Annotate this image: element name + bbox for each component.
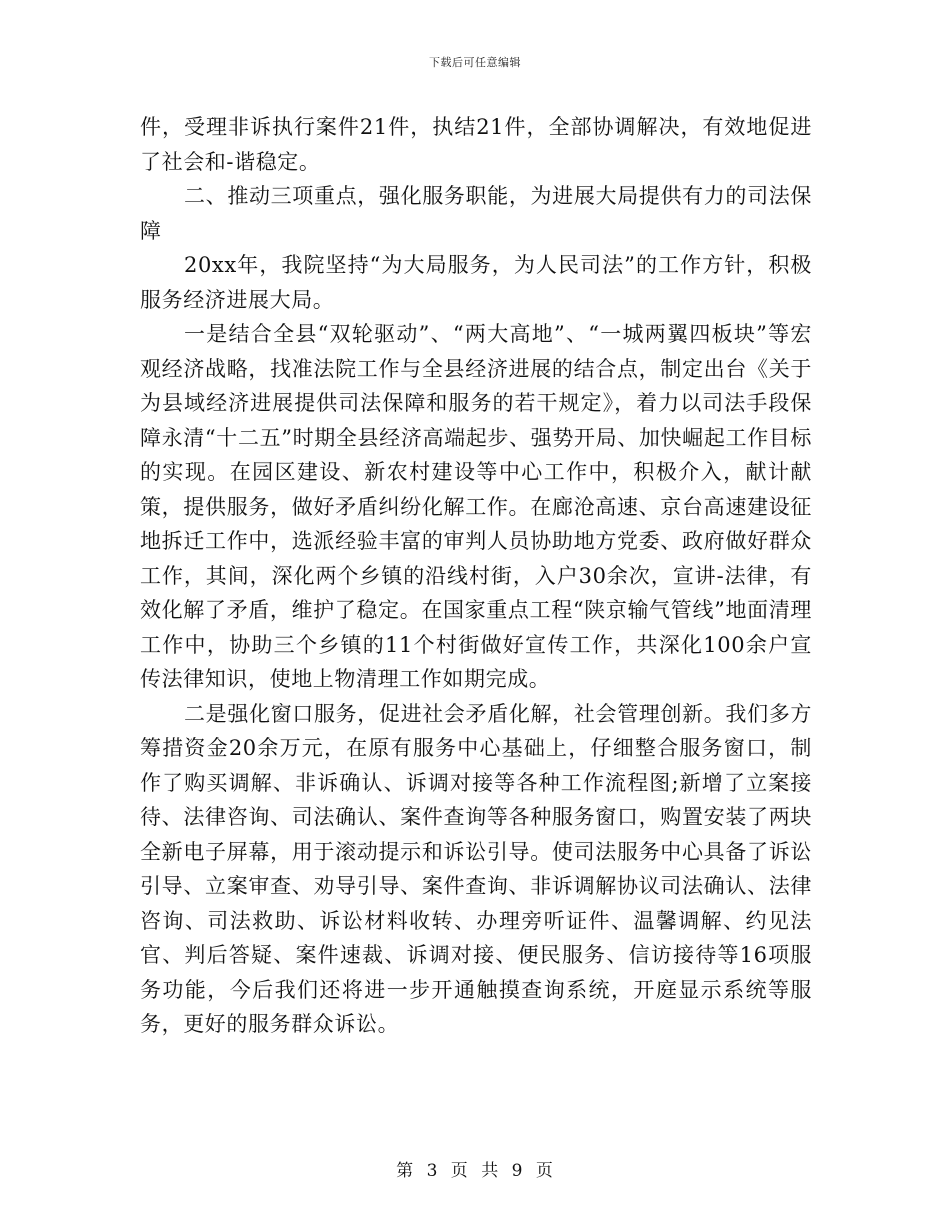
section-heading: 二、推动三项重点，强化服务职能，为进展大局提供有力的司法保障 [140, 184, 812, 243]
page-footer: 第 3 页 共 9 页 [396, 1161, 554, 1181]
document-body [140, 110, 812, 1042]
paragraph: 二是强化窗口服务，促进社会矛盾化解，社会管理创新。我们多方筹措资金20余万元，在原有服务中心基础上，仔细整合服务窗口，制作了购买调解、非诉确认、诉调对接等各种工作流程图;新增了立案接待、法律咨询、司法确认、案件查询等各种服务窗口，购置安装了两块全新电子屏幕，用于滚动提示和诉讼引导。使司法服务中心具备了诉讼引导、立案审查、劝导引导、案件查询、非诉调解协议司法确认、法律咨询、司法救助、诉讼材料收转、办理旁听证件、温馨调解、约见法官、判后答疑、案件速裁、诉调对接、便民服务、信访接待等16项服务功能，今后我们还将进一步开通触摸查询系统，开庭显示系统等服务，更好的服务群众诉讼。 [140, 701, 812, 1036]
paragraph: 一是结合全县“双轮驱动”、“两大高地”、“一城两翼四板块”等宏观经济战略，找准法院工作与全县经济进展的结合点，制定出台《关于为县域经济进展提供司法保障和服务的若干规定》，着力以司法手段保障永清“十二五”时期全县经济高端起步、强势开局、加快崛起工作目标的实现。在园区建设、新农村建设等中心工作中，积极介入，献计献策，提供服务，做好矛盾纠纷化解工作。在廊沧高速、京台高速建设征地拆迁工作中，选派经验丰富的审判人员协助地方党委、政府做好群众工作，其间，深化两个乡镇的沿线村街，入户30余次，宣讲-法律，有效化解了矛盾，维护了稳定。在国家重点工程“陕京输气管线”地面清理工作中，协助三个乡镇的11个村街做好宣传工作，共深化100余户宣传法律知识，使地上物清理工作如期完成。 [140, 322, 812, 691]
paragraph-continuation: 件，受理非诉执行案件21件，执结21件，全部协调解决，有效地促进了社会和-谐稳定。 [140, 115, 812, 174]
paragraph: 20xx年，我院坚持“为大局服务，为人民司法”的工作方针，积极服务经济进展大局。 [140, 253, 812, 312]
page-header: 下载后可任意编辑 [429, 56, 521, 69]
